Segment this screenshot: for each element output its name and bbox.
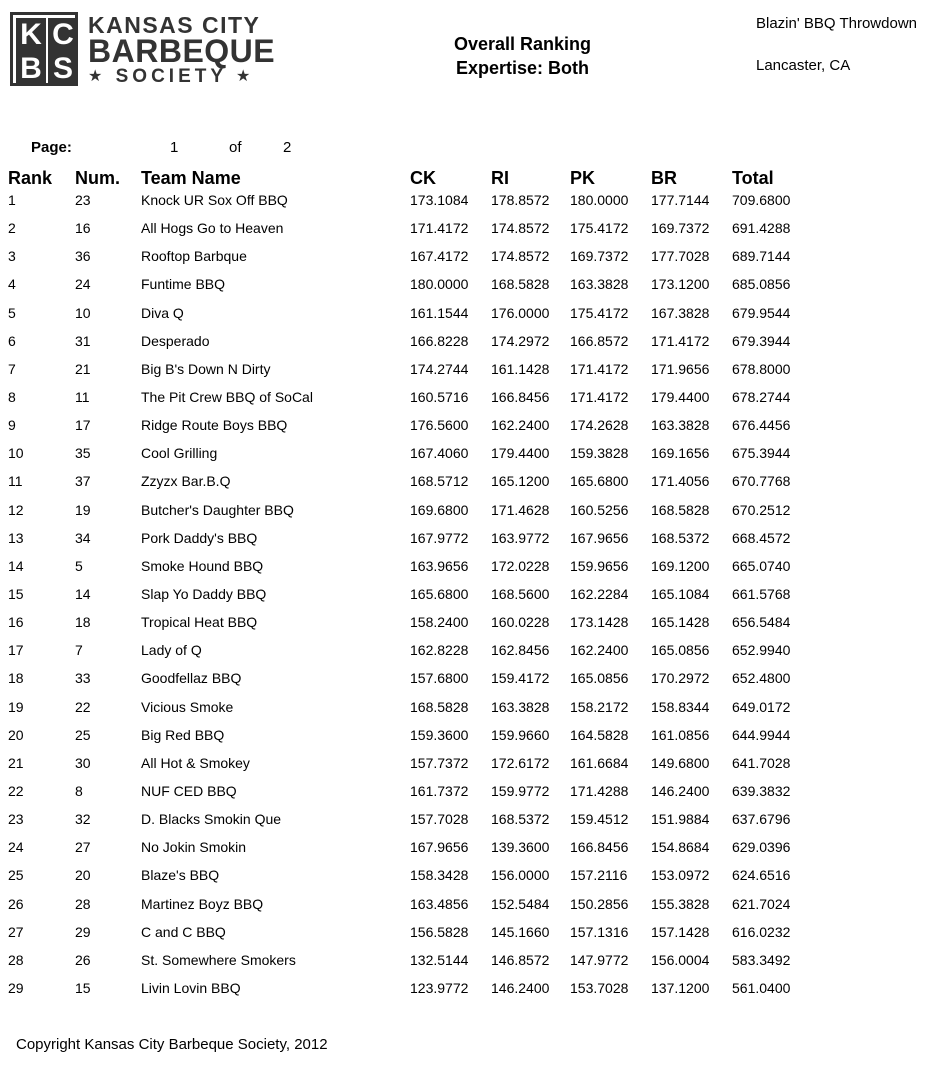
- table-row: [0, 303, 950, 331]
- rank-cell: 13: [8, 529, 24, 546]
- logo-line-1: KANSAS CITY: [88, 12, 261, 38]
- pk-score-cell: 166.8572: [570, 332, 629, 349]
- table-row: [0, 612, 950, 640]
- total-score-cell: 689.7144: [732, 248, 791, 265]
- team-name-cell: Martinez Boyz BBQ: [141, 895, 264, 912]
- ri-score-cell: 163.3828: [491, 698, 550, 715]
- ri-score-cell: 174.8572: [491, 248, 550, 265]
- ri-score-cell: 174.8572: [491, 220, 550, 237]
- team-name-cell: C and C BBQ: [141, 923, 226, 940]
- table-row: [0, 528, 950, 556]
- monogram-letter-b: B: [16, 52, 46, 86]
- ck-score-cell: 162.8228: [410, 642, 469, 659]
- ck-score-cell: 156.5828: [410, 923, 469, 940]
- table-row: [0, 809, 950, 837]
- table-row: [0, 331, 950, 359]
- table-row: [0, 865, 950, 893]
- total-score-cell: 691.4288: [732, 220, 791, 237]
- br-score-cell: 146.2400: [651, 782, 710, 799]
- ri-score-cell: 168.5372: [491, 811, 550, 828]
- team-name-cell: Tropical Heat BBQ: [141, 614, 258, 631]
- rank-cell: 5: [8, 304, 16, 321]
- ck-score-cell: 173.1084: [410, 192, 469, 208]
- total-score-cell: 670.2512: [732, 501, 791, 518]
- br-score-cell: 154.8684: [651, 839, 710, 856]
- team-name-cell: All Hot & Smokey: [141, 754, 250, 771]
- table-row: [0, 274, 950, 302]
- rank-cell: 1: [8, 192, 16, 208]
- total-score-cell: 709.6800: [732, 192, 791, 208]
- pk-score-cell: 157.2116: [570, 867, 628, 884]
- pk-score-cell: 163.3828: [570, 276, 629, 293]
- pk-score-cell: 160.5256: [570, 501, 629, 518]
- ck-score-cell: 168.5712: [410, 473, 469, 490]
- ri-score-cell: 165.1200: [491, 473, 550, 490]
- pk-score-cell: 162.2284: [570, 585, 629, 602]
- ri-score-cell: 159.9772: [491, 782, 550, 799]
- rank-cell: 22: [8, 782, 24, 799]
- ck-score-cell: 168.5828: [410, 698, 469, 715]
- pk-score-cell: 169.7372: [570, 248, 629, 265]
- total-score-cell: 656.5484: [732, 614, 791, 631]
- num-cell: 7: [75, 642, 83, 659]
- ck-score-cell: 174.2744: [410, 360, 469, 377]
- monogram-letter-c: C: [48, 18, 78, 52]
- kcbs-logo: [10, 12, 295, 90]
- page-total: 2: [283, 139, 292, 156]
- ck-score-cell: 167.9656: [410, 839, 469, 856]
- br-score-cell: 163.3828: [651, 417, 710, 434]
- rank-cell: 29: [8, 979, 24, 996]
- num-cell: 32: [75, 811, 91, 828]
- num-cell: 19: [75, 501, 91, 518]
- rank-cell: 9: [8, 417, 16, 434]
- monogram-letter-s: S: [48, 52, 78, 86]
- ck-score-cell: 158.2400: [410, 614, 469, 631]
- team-name-cell: Desperado: [141, 332, 210, 349]
- num-cell: 23: [75, 192, 91, 208]
- team-name-cell: Cool Grilling: [141, 445, 218, 462]
- rank-cell: 19: [8, 698, 24, 715]
- pk-score-cell: 166.8456: [570, 839, 629, 856]
- num-cell: 33: [75, 670, 91, 687]
- table-row: [0, 922, 950, 950]
- total-score-cell: 583.3492: [732, 951, 791, 968]
- table-row: [0, 359, 950, 387]
- ri-score-cell: 176.0000: [491, 304, 550, 321]
- ri-score-cell: 152.5484: [491, 895, 550, 912]
- star-icon: ★: [88, 68, 107, 85]
- team-name-cell: Butcher's Daughter BBQ: [141, 501, 294, 518]
- num-cell: 31: [75, 332, 91, 349]
- ck-score-cell: 161.1544: [410, 304, 469, 321]
- num-cell: 10: [75, 304, 91, 321]
- total-score-cell: 679.9544: [732, 304, 791, 321]
- num-cell: 27: [75, 839, 91, 856]
- br-score-cell: 149.6800: [651, 754, 710, 771]
- header-pk: PK: [570, 168, 596, 188]
- total-score-cell: 616.0232: [732, 923, 791, 940]
- pk-score-cell: 158.2172: [570, 698, 629, 715]
- team-name-cell: D. Blacks Smokin Que: [141, 811, 282, 828]
- table-row: [0, 415, 950, 443]
- team-name-cell: Lady of Q: [141, 642, 202, 659]
- team-name-cell: St. Somewhere Smokers: [141, 951, 296, 968]
- team-name-cell: Livin Lovin BBQ: [141, 979, 241, 996]
- ri-score-cell: 159.4172: [491, 670, 550, 687]
- br-score-cell: 169.1200: [651, 557, 710, 574]
- header-num: Num.: [75, 168, 120, 188]
- num-cell: 30: [75, 754, 91, 771]
- pk-score-cell: 162.2400: [570, 642, 629, 659]
- team-name-cell: Knock UR Sox Off BBQ: [141, 192, 288, 208]
- team-name-cell: Vicious Smoke: [141, 698, 234, 715]
- team-name-cell: Slap Yo Daddy BBQ: [141, 585, 267, 602]
- ri-score-cell: 171.4628: [491, 501, 550, 518]
- pk-score-cell: 180.0000: [570, 192, 629, 208]
- total-score-cell: 621.7024: [732, 895, 791, 912]
- num-cell: 24: [75, 276, 91, 293]
- br-score-cell: 171.4172: [651, 332, 710, 349]
- total-score-cell: 661.5768: [732, 585, 791, 602]
- num-cell: 15: [75, 979, 91, 996]
- table-row: [0, 894, 950, 922]
- pk-score-cell: 171.4288: [570, 782, 629, 799]
- br-score-cell: 169.7372: [651, 220, 710, 237]
- br-score-cell: 157.1428: [651, 923, 710, 940]
- team-name-cell: Ridge Route Boys BBQ: [141, 417, 288, 434]
- header-ri: RI: [491, 168, 509, 188]
- team-name-cell: Zzyzx Bar.B.Q: [141, 473, 231, 490]
- table-row: [0, 781, 950, 809]
- table-row: [0, 500, 950, 528]
- num-cell: 26: [75, 951, 91, 968]
- table-row: [0, 471, 950, 499]
- rank-cell: 3: [8, 248, 16, 265]
- header-team-name: Team Name: [141, 168, 241, 188]
- table-row: [0, 668, 950, 696]
- ri-score-cell: 168.5600: [491, 585, 550, 602]
- rank-cell: 21: [8, 754, 24, 771]
- ri-score-cell: 166.8456: [491, 388, 550, 405]
- rank-cell: 27: [8, 923, 24, 940]
- rank-cell: 18: [8, 670, 24, 687]
- rank-cell: 10: [8, 445, 24, 462]
- pk-score-cell: 167.9656: [570, 529, 629, 546]
- pk-score-cell: 159.9656: [570, 557, 629, 574]
- header-total: Total: [732, 168, 774, 188]
- ck-score-cell: 163.4856: [410, 895, 469, 912]
- team-name-cell: Big Red BBQ: [141, 726, 225, 743]
- pk-score-cell: 175.4172: [570, 220, 629, 237]
- br-score-cell: 165.1084: [651, 585, 710, 602]
- copyright-footer: Copyright Kansas City Barbeque Society, 2012: [16, 1036, 328, 1053]
- br-score-cell: 169.1656: [651, 445, 710, 462]
- ri-score-cell: 161.1428: [491, 360, 550, 377]
- table-row: [0, 387, 950, 415]
- pk-score-cell: 171.4172: [570, 388, 629, 405]
- pk-score-cell: 150.2856: [570, 895, 629, 912]
- table-row: [0, 556, 950, 584]
- rank-cell: 16: [8, 614, 24, 631]
- ri-score-cell: 146.2400: [491, 979, 550, 996]
- ri-score-cell: 178.8572: [491, 192, 550, 208]
- total-score-cell: 676.4456: [732, 417, 791, 434]
- ck-score-cell: 161.7372: [410, 782, 469, 799]
- br-score-cell: 137.1200: [651, 979, 710, 996]
- report-heading: [420, 32, 625, 80]
- table-row: [0, 640, 950, 668]
- event-info: [756, 14, 917, 76]
- br-score-cell: 156.0004: [651, 951, 710, 968]
- table-row: [0, 950, 950, 978]
- ri-score-cell: 174.2972: [491, 332, 550, 349]
- num-cell: 11: [75, 388, 90, 405]
- table-row: [0, 753, 950, 781]
- br-score-cell: 168.5828: [651, 501, 710, 518]
- pk-score-cell: 174.2628: [570, 417, 629, 434]
- rank-cell: 6: [8, 332, 16, 349]
- total-score-cell: 665.0740: [732, 557, 791, 574]
- num-cell: 35: [75, 445, 91, 462]
- rank-cell: 24: [8, 839, 24, 856]
- ck-score-cell: 165.6800: [410, 585, 469, 602]
- pk-score-cell: 165.0856: [570, 670, 629, 687]
- table-row: [0, 443, 950, 471]
- total-score-cell: 675.3944: [732, 445, 791, 462]
- total-score-cell: 685.0856: [732, 276, 791, 293]
- logo-wordmark: [88, 12, 298, 88]
- total-score-cell: 678.2744: [732, 388, 791, 405]
- ri-score-cell: 162.8456: [491, 642, 550, 659]
- num-cell: 14: [75, 585, 91, 602]
- table-row: [0, 190, 950, 218]
- ck-score-cell: 158.3428: [410, 867, 469, 884]
- total-score-cell: 649.0172: [732, 698, 791, 715]
- rank-cell: 23: [8, 811, 24, 828]
- br-score-cell: 177.7028: [651, 248, 710, 265]
- br-score-cell: 173.1200: [651, 276, 710, 293]
- ck-score-cell: 157.7372: [410, 754, 469, 771]
- ck-score-cell: 163.9656: [410, 557, 469, 574]
- team-name-cell: Rooftop Barbque: [141, 248, 247, 265]
- rank-cell: 11: [8, 473, 23, 490]
- rank-cell: 12: [8, 501, 24, 518]
- ck-score-cell: 157.6800: [410, 670, 469, 687]
- pk-score-cell: 159.4512: [570, 811, 629, 828]
- pk-score-cell: 171.4172: [570, 360, 629, 377]
- pk-score-cell: 175.4172: [570, 304, 629, 321]
- num-cell: 29: [75, 923, 91, 940]
- ri-score-cell: 160.0228: [491, 614, 550, 631]
- page-current: 1: [170, 139, 179, 156]
- ri-score-cell: 179.4400: [491, 445, 550, 462]
- event-name: Blazin' BBQ Throwdown: [756, 15, 917, 32]
- pk-score-cell: 153.7028: [570, 979, 629, 996]
- br-score-cell: 161.0856: [651, 726, 710, 743]
- total-score-cell: 679.3944: [732, 332, 791, 349]
- table-row: [0, 584, 950, 612]
- br-score-cell: 168.5372: [651, 529, 710, 546]
- team-name-cell: All Hogs Go to Heaven: [141, 220, 284, 237]
- ck-score-cell: 160.5716: [410, 388, 469, 405]
- page-label: Page:: [31, 139, 72, 156]
- total-score-cell: 678.8000: [732, 360, 791, 377]
- pk-score-cell: 147.9772: [570, 951, 629, 968]
- table-row: [0, 978, 950, 1006]
- rank-cell: 26: [8, 895, 24, 912]
- ck-score-cell: 167.4172: [410, 248, 469, 265]
- ri-score-cell: 146.8572: [491, 951, 550, 968]
- ck-score-cell: 171.4172: [410, 220, 469, 237]
- num-cell: 28: [75, 895, 91, 912]
- ck-score-cell: 167.9772: [410, 529, 469, 546]
- table-row: [0, 725, 950, 753]
- star-icon: ★: [235, 68, 255, 85]
- header-rank: Rank: [8, 168, 53, 188]
- ck-score-cell: 159.3600: [410, 726, 469, 743]
- ck-score-cell: 166.8228: [410, 332, 469, 349]
- total-score-cell: 652.4800: [732, 670, 791, 687]
- ck-score-cell: 169.6800: [410, 501, 469, 518]
- br-score-cell: 151.9884: [651, 811, 710, 828]
- total-score-cell: 670.7768: [732, 473, 791, 490]
- num-cell: 21: [75, 360, 91, 377]
- ck-score-cell: 176.5600: [410, 417, 469, 434]
- kcbs-monogram: [10, 12, 78, 86]
- total-score-cell: 668.4572: [732, 529, 791, 546]
- ri-score-cell: 172.6172: [491, 754, 550, 771]
- team-name-cell: Smoke Hound BBQ: [141, 557, 264, 574]
- ri-score-cell: 168.5828: [491, 276, 550, 293]
- total-score-cell: 639.3832: [732, 782, 791, 799]
- br-score-cell: 155.3828: [651, 895, 710, 912]
- total-score-cell: 624.6516: [732, 867, 791, 884]
- total-score-cell: 561.0400: [732, 979, 791, 996]
- br-score-cell: 170.2972: [651, 670, 710, 687]
- ri-score-cell: 139.3600: [491, 839, 550, 856]
- team-name-cell: Funtime BBQ: [141, 276, 226, 293]
- pk-score-cell: 161.6684: [570, 754, 629, 771]
- ck-score-cell: 123.9772: [410, 979, 469, 996]
- br-score-cell: 171.4056: [651, 473, 710, 490]
- num-cell: 37: [75, 473, 91, 490]
- rank-cell: 8: [8, 388, 16, 405]
- total-score-cell: 641.7028: [732, 754, 791, 771]
- br-score-cell: 165.1428: [651, 614, 710, 631]
- br-score-cell: 171.9656: [651, 360, 710, 377]
- report-title: Overall Ranking: [453, 34, 592, 54]
- rank-cell: 20: [8, 726, 24, 743]
- team-name-cell: Diva Q: [141, 304, 184, 321]
- rank-cell: 2: [8, 220, 16, 237]
- ri-score-cell: 172.0228: [491, 557, 550, 574]
- num-cell: 25: [75, 726, 91, 743]
- monogram-letter-k: K: [16, 18, 46, 52]
- br-score-cell: 153.0972: [651, 867, 710, 884]
- rank-cell: 7: [8, 360, 16, 377]
- event-location: Lancaster, CA: [756, 57, 851, 74]
- pk-score-cell: 164.5828: [570, 726, 629, 743]
- rank-cell: 14: [8, 557, 24, 574]
- table-row: [0, 246, 950, 274]
- num-cell: 18: [75, 614, 91, 631]
- logo-line-2: BARBEQUE: [88, 33, 276, 69]
- num-cell: 16: [75, 220, 91, 237]
- num-cell: 17: [75, 417, 91, 434]
- table-row: [0, 218, 950, 246]
- num-cell: 8: [75, 782, 83, 799]
- br-score-cell: 179.4400: [651, 388, 710, 405]
- table-row: [0, 837, 950, 865]
- num-cell: 5: [75, 557, 83, 574]
- pk-score-cell: 173.1428: [570, 614, 629, 631]
- ck-score-cell: 180.0000: [410, 276, 469, 293]
- rank-cell: 28: [8, 951, 24, 968]
- pk-score-cell: 165.6800: [570, 473, 629, 490]
- num-cell: 36: [75, 248, 91, 265]
- br-score-cell: 158.8344: [651, 698, 710, 715]
- team-name-cell: The Pit Crew BBQ of SoCal: [141, 388, 313, 405]
- br-score-cell: 177.7144: [651, 192, 710, 208]
- ri-score-cell: 145.1660: [491, 923, 550, 940]
- rank-cell: 15: [8, 585, 24, 602]
- ranking-table: [0, 190, 950, 1006]
- br-score-cell: 167.3828: [651, 304, 710, 321]
- header-br: BR: [651, 168, 677, 188]
- team-name-cell: Goodfellaz BBQ: [141, 670, 242, 687]
- rank-cell: 4: [8, 276, 16, 293]
- num-cell: 34: [75, 529, 91, 546]
- table-row: [0, 697, 950, 725]
- team-name-cell: Big B's Down N Dirty: [141, 360, 271, 377]
- ri-score-cell: 156.0000: [491, 867, 550, 884]
- total-score-cell: 629.0396: [732, 839, 791, 856]
- ck-score-cell: 167.4060: [410, 445, 469, 462]
- rank-cell: 25: [8, 867, 24, 884]
- team-name-cell: Pork Daddy's BBQ: [141, 529, 258, 546]
- total-score-cell: 644.9944: [732, 726, 791, 743]
- logo-line-3: ★ SOCIETY ★: [88, 66, 255, 88]
- report-subtitle: Expertise: Both: [455, 58, 590, 78]
- ri-score-cell: 159.9660: [491, 726, 550, 743]
- rank-cell: 17: [8, 642, 24, 659]
- ck-score-cell: 132.5144: [410, 951, 469, 968]
- num-cell: 22: [75, 698, 91, 715]
- total-score-cell: 637.6796: [732, 811, 791, 828]
- team-name-cell: Blaze's BBQ: [141, 867, 220, 884]
- ri-score-cell: 163.9772: [491, 529, 550, 546]
- team-name-cell: No Jokin Smokin: [141, 839, 247, 856]
- page-of: of: [229, 139, 242, 156]
- br-score-cell: 165.0856: [651, 642, 710, 659]
- num-cell: 20: [75, 867, 91, 884]
- ri-score-cell: 162.2400: [491, 417, 550, 434]
- pk-score-cell: 159.3828: [570, 445, 629, 462]
- total-score-cell: 652.9940: [732, 642, 791, 659]
- ck-score-cell: 157.7028: [410, 811, 469, 828]
- pk-score-cell: 157.1316: [570, 923, 629, 940]
- team-name-cell: NUF CED BBQ: [141, 782, 237, 799]
- header-ck: CK: [410, 168, 436, 188]
